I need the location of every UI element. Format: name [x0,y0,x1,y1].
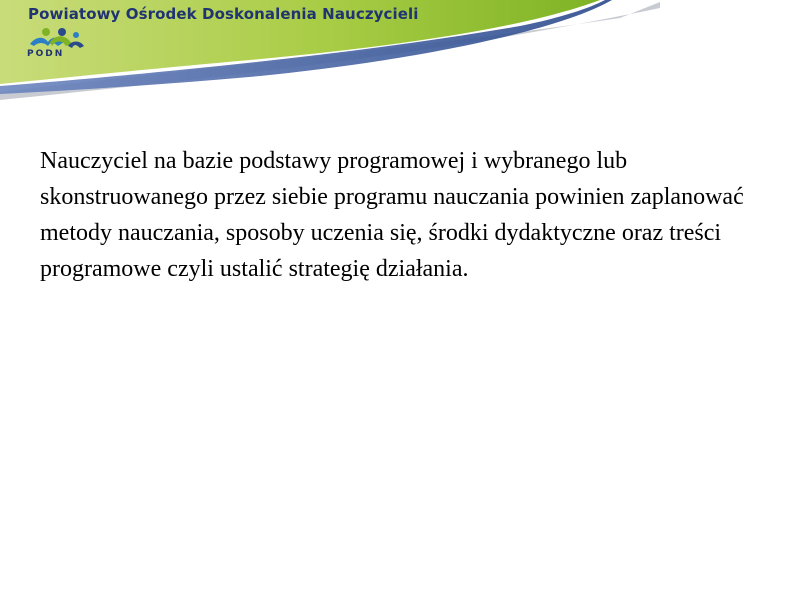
logo-label: PODN [27,49,65,59]
main-paragraph: Nauczyciel na bazie podstawy programowej i wybranego lub skonstruowanego przez siebie programu nauczania powinien zaplanować metody nauczania, sposoby uczenia się, środki dydaktyczne oraz treści programowe czyli ustalić strategię działania. [40,148,744,282]
organization-title: Powiatowy Ośrodek Doskonalenia Nauczycieli [28,5,419,23]
